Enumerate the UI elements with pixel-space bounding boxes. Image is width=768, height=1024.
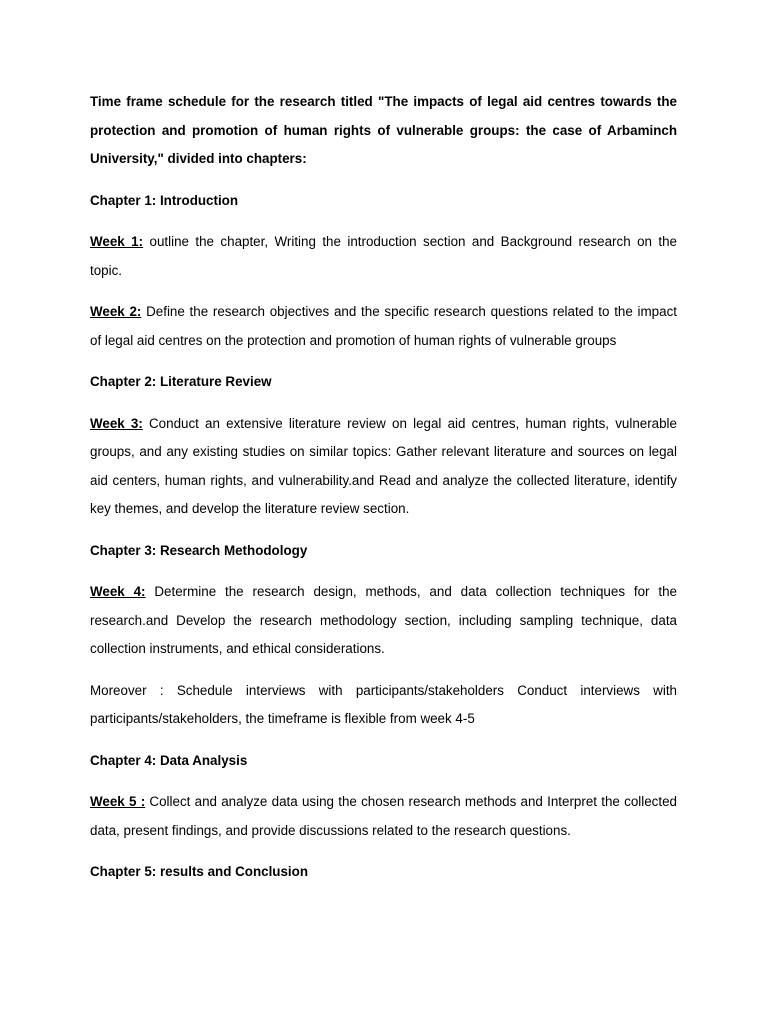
week-4-text: Determine the research design, methods, and data collection techniques for the research.and Develop the research methodology section, including sampling technique, data collection instruments, and ethical considerations. — [90, 584, 677, 656]
week-4-paragraph — [90, 578, 677, 664]
week-5-label: Week 5 : — [90, 794, 146, 809]
chapter-3-heading: Chapter 3: Research Methodology — [90, 542, 308, 558]
week-5-text: Collect and analyze data using the chosen research methods and Interpret the collected data, present findings, and provide discussions related to the research questions. — [90, 794, 677, 838]
chapter-1-heading: Chapter 1: Introduction — [90, 192, 239, 208]
week-1-label: Week 1: — [90, 234, 144, 249]
chapter-2-heading: Chapter 2: Literature Review — [90, 374, 272, 389]
week-2-label: Week 2: — [90, 304, 142, 319]
document-page — [90, 88, 677, 900]
week-3-label: Week 3: — [90, 415, 143, 431]
chapter-4-heading: Chapter 4: Data Analysis — [90, 752, 248, 768]
week-2-paragraph — [90, 298, 677, 355]
moreover-paragraph: Moreover : Schedule interviews with participants/stakeholders Conduct interviews with participants/stakeholders, the timeframe is flexible from week 4-5 — [90, 682, 677, 726]
chapter-5-heading: Chapter 5: results and Conclusion — [90, 864, 309, 879]
week-1-paragraph — [90, 228, 677, 285]
week-3-text: Conduct an extensive literature review on legal aid centres, human rights, vulnerable groups, and any existing studies on similar topics: Gather relevant literature and sources on legal aid centers, human rights, and vulnerability.and Read and analyze the collected literature, identify key themes, and develop the literature review section. — [90, 415, 677, 516]
week-5-paragraph — [90, 788, 677, 845]
document-title: Time frame schedule for the research titled "The impacts of legal aid centres towards the protection and promotion of human rights of vulnerable groups: the case of Arbaminch University," divided into chapters: — [90, 94, 677, 166]
week-1-text: outline the chapter, Writing the introduction section and Background research on the topic. — [90, 234, 677, 278]
week-2-text: Define the research objectives and the specific research questions related to the impact of legal aid centres on the protection and promotion of human rights of vulnerable groups — [90, 304, 677, 348]
week-4-label: Week 4: — [90, 584, 146, 599]
week-3-paragraph — [90, 410, 677, 524]
